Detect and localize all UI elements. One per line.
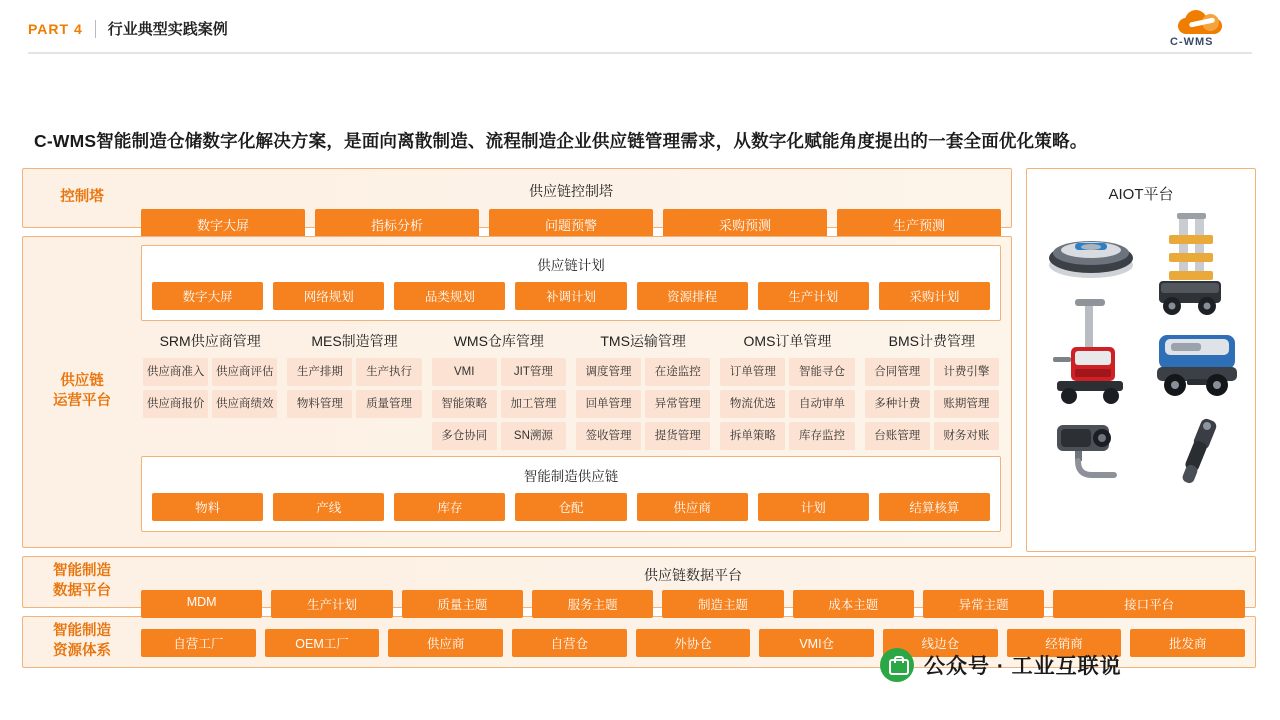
chip-control-tower[interactable]: 生产预测 bbox=[837, 209, 1001, 240]
chip-resource[interactable]: 经销商 bbox=[1007, 629, 1122, 657]
chip-plan[interactable]: 数字大屏 bbox=[152, 282, 263, 310]
band-label-control-tower: 控制塔 bbox=[60, 189, 104, 206]
module-cell[interactable]: 供应商评估 bbox=[212, 358, 277, 386]
module-cell[interactable]: 质量管理 bbox=[356, 390, 421, 418]
band-body-control-tower bbox=[141, 169, 1011, 233]
chip-chain[interactable]: 产线 bbox=[273, 493, 384, 521]
chip-control-tower[interactable]: 指标分析 bbox=[315, 209, 479, 240]
module-cell[interactable]: 提货管理 bbox=[645, 422, 710, 450]
module-title: MES制造管理 bbox=[311, 333, 398, 349]
module-cell-grid bbox=[720, 358, 854, 450]
chip-resource[interactable]: VMI仓 bbox=[759, 629, 874, 657]
chip-plan[interactable]: 资源排程 bbox=[637, 282, 748, 310]
chip-plan[interactable]: 网络规划 bbox=[273, 282, 384, 310]
band-body-data-platform bbox=[141, 557, 1255, 612]
module-cell-grid bbox=[143, 358, 277, 418]
page-title: 行业典型实践案例 bbox=[107, 21, 228, 38]
module-cell[interactable]: 财务对账 bbox=[934, 422, 999, 450]
stacker-robot-icon bbox=[1149, 213, 1229, 321]
header-divider bbox=[95, 20, 96, 38]
chip-data-platform[interactable]: 异常主题 bbox=[923, 590, 1044, 618]
caption-smart-supply-chain: 智能制造供应链 bbox=[523, 469, 619, 484]
chip-plan[interactable]: 补调计划 bbox=[515, 282, 626, 310]
chip-resource[interactable]: 自营仓 bbox=[512, 629, 627, 657]
watermark bbox=[880, 648, 1122, 682]
module-title: BMS计费管理 bbox=[888, 333, 975, 349]
module-cell[interactable]: 供应商绩效 bbox=[212, 390, 277, 418]
module-cell[interactable]: 在途监控 bbox=[645, 358, 710, 386]
module-title: TMS运输管理 bbox=[600, 333, 686, 349]
chipline-data-platform bbox=[141, 590, 1245, 618]
chipline-supply-chain-plan bbox=[152, 282, 990, 310]
module-cell[interactable]: 调度管理 bbox=[576, 358, 641, 386]
band-control-tower bbox=[22, 168, 1012, 233]
chip-chain[interactable]: 库存 bbox=[394, 493, 505, 521]
module-cell[interactable]: 智能寻仓 bbox=[789, 358, 854, 386]
caption-control-tower: 供应链控制塔 bbox=[529, 183, 613, 199]
part-label: PART 4 bbox=[28, 20, 83, 37]
chip-chain[interactable]: 供应商 bbox=[637, 493, 748, 521]
band-label-data-platform bbox=[23, 557, 141, 607]
module-cell[interactable]: 物料管理 bbox=[287, 390, 352, 418]
module-title: OMS订单管理 bbox=[743, 333, 832, 349]
robot-vacuum-icon bbox=[1045, 225, 1137, 281]
module-wms bbox=[432, 331, 566, 450]
chip-chain[interactable]: 结算核算 bbox=[879, 493, 990, 521]
chip-resource[interactable]: 外协仓 bbox=[636, 629, 751, 657]
module-cell-grid bbox=[865, 358, 999, 450]
aiot-panel-title: AIOT平台 bbox=[1108, 186, 1174, 203]
chip-control-tower[interactable]: 采购预测 bbox=[663, 209, 827, 240]
band-label-line1: 智能制造 bbox=[53, 563, 111, 580]
module-cell-grid bbox=[576, 358, 710, 450]
agv-robot-icon bbox=[1151, 319, 1243, 403]
module-cell[interactable]: 生产执行 bbox=[356, 358, 421, 386]
header-rule bbox=[28, 52, 1252, 54]
chip-data-platform[interactable]: 生产计划 bbox=[271, 590, 392, 618]
module-cell[interactable]: 供应商准入 bbox=[143, 358, 208, 386]
chip-plan[interactable]: 采购计划 bbox=[879, 282, 990, 310]
module-oms bbox=[720, 331, 854, 450]
caption-supply-chain-plan: 供应链计划 bbox=[537, 258, 605, 273]
box-smart-supply-chain bbox=[141, 456, 1001, 532]
chip-control-tower[interactable]: 数字大屏 bbox=[141, 209, 305, 240]
chip-resource[interactable]: 自营工厂 bbox=[141, 629, 256, 657]
band-label-line2: 资源体系 bbox=[53, 643, 111, 659]
module-cell[interactable]: 智能策略 bbox=[432, 390, 497, 418]
chip-resource[interactable]: 线边仓 bbox=[883, 629, 998, 657]
page-header bbox=[0, 0, 1280, 56]
module-cell[interactable]: 签收管理 bbox=[576, 422, 641, 450]
chip-control-tower[interactable]: 问题预警 bbox=[489, 209, 653, 240]
module-cell[interactable]: 供应商报价 bbox=[143, 390, 208, 418]
band-label-line2: 数据平台 bbox=[53, 583, 111, 599]
module-mes bbox=[287, 331, 421, 450]
module-cell[interactable]: 加工管理 bbox=[501, 390, 566, 418]
brand-logo bbox=[1156, 8, 1246, 52]
module-cell[interactable]: 计费引擎 bbox=[934, 358, 999, 386]
box-supply-chain-plan bbox=[141, 245, 1001, 321]
chip-plan[interactable]: 品类规划 bbox=[394, 282, 505, 310]
band-data-platform bbox=[22, 556, 1256, 612]
camera-icon bbox=[1047, 415, 1137, 487]
module-cell[interactable]: 合同管理 bbox=[865, 358, 930, 386]
band-label-operations-platform bbox=[23, 237, 141, 547]
module-cell-grid bbox=[287, 358, 421, 418]
rfid-scanner-icon bbox=[1157, 413, 1235, 491]
chip-resource[interactable]: 供应商 bbox=[388, 629, 503, 657]
module-tms bbox=[576, 331, 710, 450]
module-title: SRM供应商管理 bbox=[159, 333, 261, 349]
chip-chain[interactable]: 计划 bbox=[758, 493, 869, 521]
band-label-resource-system bbox=[23, 617, 141, 667]
module-cell[interactable]: VMI bbox=[432, 358, 497, 386]
module-cell[interactable]: 多仓协同 bbox=[432, 422, 497, 450]
chip-data-platform[interactable]: 服务主题 bbox=[532, 590, 653, 618]
module-cell[interactable]: JIT管理 bbox=[501, 358, 566, 386]
module-title: WMS仓库管理 bbox=[453, 333, 544, 349]
header-title-group bbox=[28, 18, 228, 39]
module-cell[interactable]: 账期管理 bbox=[934, 390, 999, 418]
lead-paragraph: C-WMS智能制造仓储数字化解决方案，是面向离散制造、流程制造企业供应链管理需求，从数字化赋能角度提出的一套全面优化策略。 bbox=[34, 131, 1088, 151]
watermark-text: 公众号 · 工业互联说 bbox=[924, 655, 1122, 678]
chip-resource[interactable]: OEM工厂 bbox=[265, 629, 380, 657]
caption-data-platform: 供应链数据平台 bbox=[644, 567, 742, 583]
module-cell[interactable]: 多种计费 bbox=[865, 390, 930, 418]
chip-data-platform[interactable]: 质量主题 bbox=[402, 590, 523, 618]
module-cell[interactable]: 回单管理 bbox=[576, 390, 641, 418]
band-label-line1: 供应链 bbox=[60, 373, 104, 390]
chip-resource[interactable]: 批发商 bbox=[1130, 629, 1245, 657]
wechat-icon bbox=[880, 648, 914, 682]
band-label-line1: 智能制造 bbox=[53, 623, 111, 640]
band-operations-platform bbox=[22, 236, 1012, 548]
module-cell[interactable]: 异常管理 bbox=[645, 390, 710, 418]
chip-data-platform[interactable]: 成本主题 bbox=[793, 590, 914, 618]
aiot-panel bbox=[1026, 168, 1256, 552]
chip-chain[interactable]: 仓配 bbox=[515, 493, 626, 521]
band-body-operations-platform bbox=[141, 237, 1011, 547]
chip-data-platform[interactable]: 制造主题 bbox=[662, 590, 783, 618]
module-cell[interactable]: 库存监控 bbox=[789, 422, 854, 450]
chip-data-platform[interactable]: 接口平台 bbox=[1053, 590, 1245, 618]
chip-chain[interactable]: 物料 bbox=[152, 493, 263, 521]
module-cell[interactable]: 自动审单 bbox=[789, 390, 854, 418]
module-cell[interactable]: 台账管理 bbox=[865, 422, 930, 450]
module-cell[interactable]: 生产排期 bbox=[287, 358, 352, 386]
chip-data-platform[interactable]: MDM bbox=[141, 590, 262, 618]
module-cell[interactable]: 拆单策略 bbox=[720, 422, 785, 450]
pallet-lifter-icon bbox=[1045, 297, 1137, 407]
module-bms bbox=[865, 331, 999, 450]
module-columns bbox=[141, 329, 1001, 456]
band-label-line2: 运营平台 bbox=[53, 393, 111, 409]
module-cell[interactable]: SN溯源 bbox=[501, 422, 566, 450]
module-cell-grid bbox=[432, 358, 566, 450]
architecture-diagram bbox=[22, 168, 1012, 556]
logo-text: C-WMS bbox=[1170, 36, 1214, 48]
module-cell[interactable]: 物流优选 bbox=[720, 390, 785, 418]
module-srm bbox=[143, 331, 277, 450]
module-cell[interactable]: 订单管理 bbox=[720, 358, 785, 386]
cloud-icon bbox=[1178, 10, 1224, 36]
chip-plan[interactable]: 生产计划 bbox=[758, 282, 869, 310]
chipline-smart-supply-chain bbox=[152, 493, 990, 521]
